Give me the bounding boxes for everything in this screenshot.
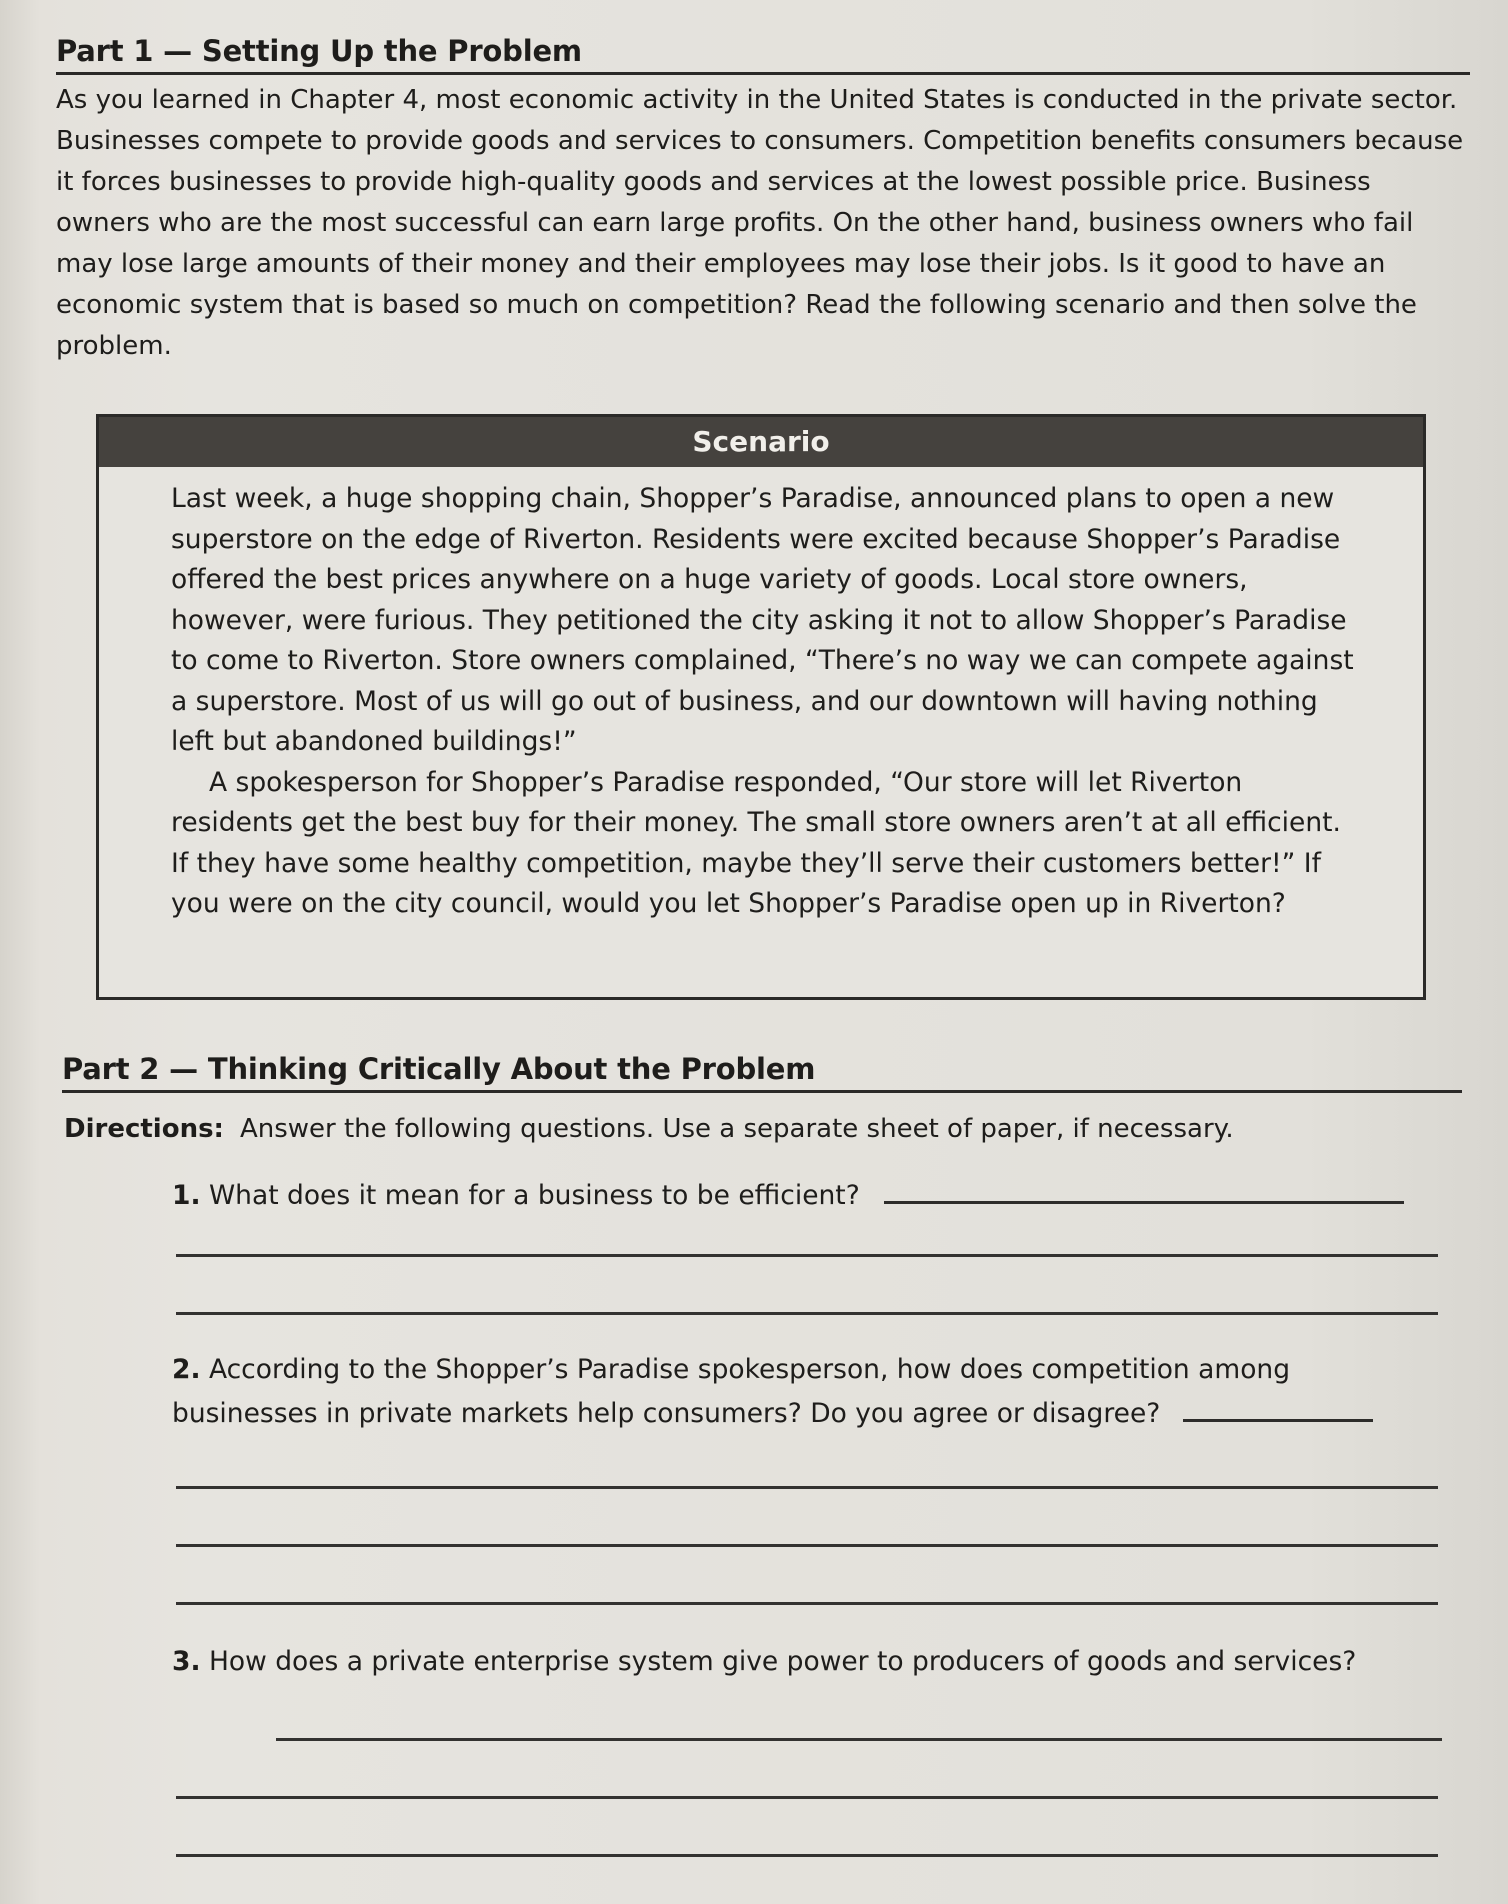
intro-paragraph: As you learned in Chapter 4, most economic activity in the United States is conducted in the private sector. Businesses compete to provide goods and services to consumers. Competition benefits consumers because it forces businesses to provide high-quality goods and services at the lowest possible price. Business owners who are the most successful can earn large profits. On the other hand, business owners who fail may lose large amounts of their money and their employees may lose their jobs. Is it good to have an economic system that is based so much on competition? Read the following scenario and then solve the problem.	[56, 85, 1464, 361]
question-text: What does it mean for a business to be efficient?	[208, 1180, 860, 1211]
question-2	[172, 1348, 1442, 1436]
part1-intro	[56, 80, 1466, 367]
directions-label: Directions:	[64, 1114, 224, 1144]
directions-text: Answer the following questions. Use a separate sheet of paper, if necessary.	[239, 1114, 1234, 1144]
scenario-title: Scenario	[99, 417, 1423, 467]
answer-line[interactable]	[176, 1602, 1438, 1605]
part1-heading: Part 1 — Setting Up the Problem	[56, 34, 1470, 75]
scenario-box	[96, 414, 1426, 1000]
scenario-body	[99, 467, 1423, 925]
scenario-paragraph-2: A spokesperson for Shopper’s Paradise responded, “Our store will let Riverton residents get the best buy for their money. The small store owners aren’t at all efficient. If they have some healthy competition, maybe they’ll serve their customers better!” If you were on the city council, would you let Shopper’s Paradise open up in Riverton?	[171, 766, 1341, 919]
question-1	[172, 1174, 1442, 1218]
answer-line[interactable]	[176, 1486, 1438, 1489]
answer-line[interactable]	[176, 1312, 1438, 1315]
answer-line[interactable]	[176, 1854, 1438, 1857]
answer-line[interactable]	[276, 1738, 1442, 1741]
question-text: According to the Shopper’s Paradise spokesperson, how does competition among businesses in private markets help consumers? Do you agree or disagree?	[172, 1354, 1291, 1429]
answer-line[interactable]	[176, 1544, 1438, 1547]
question-text: How does a private enterprise system give power to producers of goods and services?	[208, 1646, 1357, 1677]
question-number: 2.	[172, 1354, 201, 1385]
answer-blank-inline[interactable]	[884, 1181, 1404, 1204]
answer-line[interactable]	[176, 1254, 1438, 1257]
question-number: 1.	[172, 1180, 201, 1211]
part2-heading: Part 2 — Thinking Critically About the Problem	[62, 1052, 1462, 1093]
scenario-paragraph-1: Last week, a huge shopping chain, Shopper’s Paradise, announced plans to open a new superstore on the edge of Riverton. Residents were excited because Shopper’s Paradise offered the best prices anywhere on a huge variety of goods. Local store owners, however, were furious. They petitioned the city asking it not to allow Shopper’s Paradise to come to Riverton. Store owners complained, “There’s no way we can compete against a superstore. Most of us will go out of business, and our downtown will having nothing left but abandoned buildings!”	[171, 483, 1354, 757]
question-number: 3.	[172, 1646, 201, 1677]
answer-line[interactable]	[176, 1796, 1438, 1799]
directions	[64, 1114, 1234, 1144]
answer-blank-inline[interactable]	[1183, 1399, 1373, 1422]
question-3	[172, 1640, 1442, 1684]
